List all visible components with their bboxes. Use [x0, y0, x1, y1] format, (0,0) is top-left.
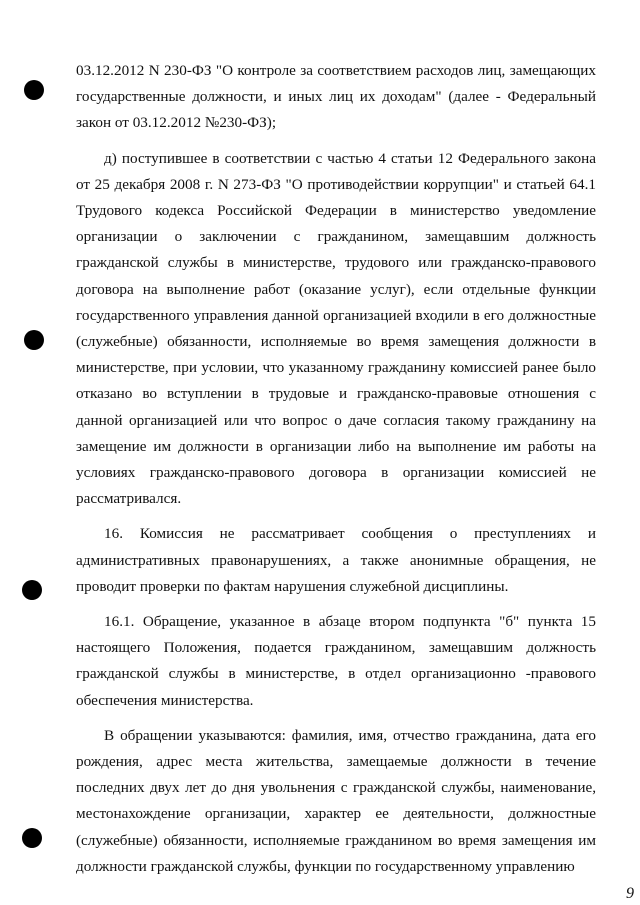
paragraph-16-1-content: В обращении указываются: фамилия, имя, отчество гражданина, дата его рождения, адрес места жительства, замещаемые должности в течение последних двух лет до дня увольнения с гражданской службы, наименование, местонахождение организации, характер ее деятельности, должностные (служебные) обязанности, исполняемые гражданином во время замещения им должности гражданской службы, функции по государственному управлению	[76, 726, 596, 875]
paragraph-item-d: д) поступившее в соответствии с частью 4 статьи 12 Федерального закона от 25 декабря 2008 г. N 273-ФЗ "О противодействии коррупции" и статьей 64.1 Трудового кодекса Российской Федерации в министерство уведомление организации о заключении с гражданином, замещавшим должность гражданской службы в министерстве, трудового или гражданско-правового договора на выполнение работ (оказание услуг), если отдельные функции государственного управления данной организацией входили в его должностные (служебные) обязанности, исполняемые во время замещения должности в министерстве, при условии, что указанному гражданину комиссией ранее было отказано во вступлении в трудовые и гражданско-правовые отношения с данной организацией или что вопрос о даче согласия такому гражданину на замещение им должности в организации либо на выполнение им работы на условиях гражданско-правового договора в организации комиссией не рассматривался.	[76, 149, 596, 508]
document-body	[76, 58, 596, 889]
page-number: 9	[626, 885, 634, 902]
punch-hole-3	[22, 580, 42, 600]
punch-hole-2	[24, 330, 44, 350]
paragraph-16: 16. Комиссия не рассматривает сообщения о преступлениях и административных правонарушениях, а также анонимные обращения, не проводит проверки по фактам нарушения служебной дисциплины.	[76, 525, 596, 595]
punch-hole-4	[22, 828, 42, 848]
paragraph-law-reference: 03.12.2012 N 230-ФЗ "О контроле за соответствием расходов лиц, замещающих государственные должности, и иных лиц их доходам" (далее - Федеральный закон от 03.12.2012 №230-ФЗ);	[76, 62, 596, 132]
paragraph-16-1: 16.1. Обращение, указанное в абзаце втором подпункта "б" пункта 15 настоящего Положения, подается гражданином, замещавшим должность гражданской службы в министерстве, в отдел организационно -правового обеспечения министерства.	[76, 613, 596, 709]
punch-hole-1	[24, 80, 44, 100]
